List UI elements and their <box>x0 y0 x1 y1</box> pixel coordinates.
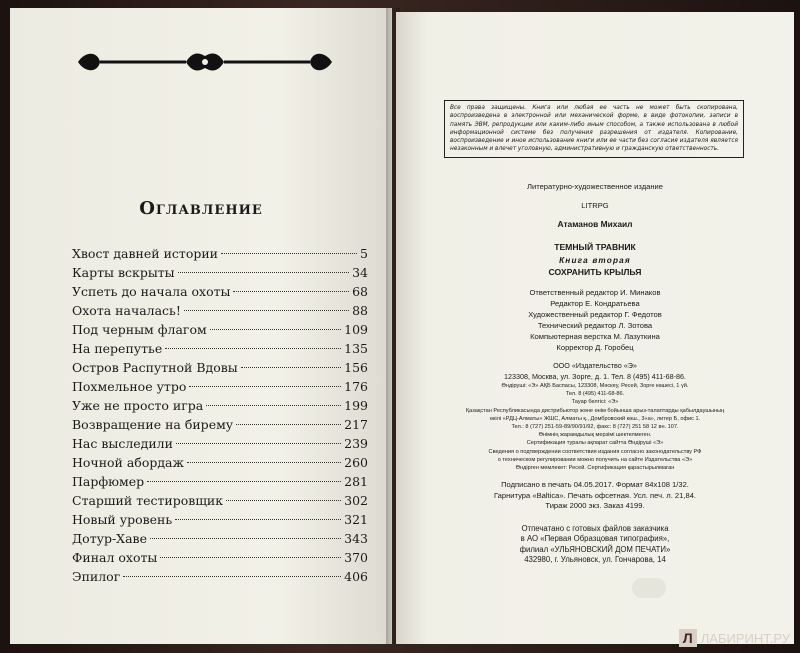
toc-entry <box>72 320 368 339</box>
toc-dot-leader <box>236 424 341 425</box>
toc-entry-page: 156 <box>344 360 368 375</box>
toc-entry-title: Похмельное утро <box>72 379 187 394</box>
toc-dot-leader <box>165 348 341 349</box>
ornament-divider <box>74 46 336 78</box>
toc-entry-title: Под черным флагом <box>72 322 207 337</box>
publisher-line: ООО «Издательство «Э» <box>553 361 637 370</box>
toc-entry-page: 260 <box>344 455 368 470</box>
toc-entry-title: На перепутье <box>72 341 163 356</box>
toc-entry <box>72 377 368 396</box>
toc-entry-page: 135 <box>344 341 368 356</box>
genre-line: Литературно-художественное издание <box>526 182 664 191</box>
author-line: Атаманов Михаил <box>557 219 633 229</box>
toc-entry <box>72 567 368 586</box>
toc-entry-title: Успеть до начала охоты <box>72 284 231 299</box>
age-rating-badge <box>632 578 666 598</box>
toc-entry-page: 109 <box>344 322 368 337</box>
toc-dot-leader <box>241 367 341 368</box>
toc-dot-leader <box>150 538 341 539</box>
print-info <box>430 480 760 512</box>
toc-entry <box>72 339 368 358</box>
print-line: Тираж 2000 экз. Заказ 4199. <box>545 501 645 511</box>
credit-line: Технический редактор Л. Зотова <box>537 321 653 330</box>
toc-entry-title: Старший тестировщик <box>72 493 224 508</box>
toc-heading: Оглавление <box>139 198 263 219</box>
toc-entry <box>72 510 368 529</box>
toc-dot-leader <box>221 253 357 254</box>
book-subtitle: СОХРАНИТЬ КРЫЛЬЯ <box>548 266 642 277</box>
toc-entry-page: 199 <box>344 398 368 413</box>
credit-line: Ответственный редактор И. Минаков <box>529 288 661 297</box>
credits <box>430 287 760 353</box>
toc-entry <box>72 301 368 320</box>
table-of-contents <box>72 244 368 586</box>
toc-entry-title: Охота началась! <box>72 303 181 318</box>
toc-entry-title: Возвращение на бирему <box>72 417 234 432</box>
press-line: 432980, г. Ульяновск, ул. Гончарова, 14 <box>524 555 666 565</box>
toc-entry-title: Парфюмер <box>72 474 145 489</box>
toc-entry <box>72 396 368 415</box>
toc-entry-title: Хвост давней истории <box>72 246 219 261</box>
toc-dot-leader <box>178 272 349 273</box>
small-line: Сведения о подтверждении соответствия издания согласно законодательству РФ <box>488 448 702 455</box>
toc-entry <box>72 453 368 472</box>
small-line: о техническом регулировании можно получить на сайте Издательства «Э» <box>497 456 693 463</box>
toc-entry-page: 217 <box>344 417 368 432</box>
small-line: Тел.: 8 (727) 251-59-89/90/91/92, факс: 8 (727) 251 58 12 вн. 107. <box>511 424 679 431</box>
small-line: өкілі «РДЦ-Алматы» ЖШС, Алматы қ., Домбровский көш., 3«а», литер Б, офис 1. <box>489 415 701 422</box>
toc-entry <box>72 263 368 282</box>
toc-entry <box>72 548 368 567</box>
toc-dot-leader <box>233 291 349 292</box>
toc-entry-page: 68 <box>352 284 368 299</box>
legal-small-print <box>430 382 760 472</box>
toc-entry <box>72 491 368 510</box>
toc-dot-leader <box>176 443 341 444</box>
toc-entry-page: 343 <box>344 531 368 546</box>
toc-entry-title: Финал охоты <box>72 550 158 565</box>
credit-line: Художественный редактор Г. Федотов <box>528 310 662 319</box>
small-line: Өнімнің жарамдылық мерзімі шектелмеген. <box>538 432 652 439</box>
series-line: LITRPG <box>581 200 609 210</box>
toc-entry-page: 239 <box>344 436 368 451</box>
credit-line: Корректор Д. Горобец <box>556 343 634 352</box>
toc-dot-leader <box>210 329 341 330</box>
toc-entry <box>72 415 368 434</box>
press-line: филиал «УЛЬЯНОВСКИЙ ДОМ ПЕЧАТИ» <box>519 544 671 554</box>
toc-entry <box>72 529 368 548</box>
printing-house <box>430 524 760 566</box>
toc-entry-title: Ночной абордаж <box>72 455 185 470</box>
toc-dot-leader <box>226 500 341 501</box>
publisher-info <box>430 361 760 382</box>
toc-entry-title: Дотур-Хаве <box>72 531 147 546</box>
toc-entry-page: 176 <box>344 379 368 394</box>
toc-entry <box>72 282 368 301</box>
press-line: Отпечатано с готовых файлов заказчика <box>521 523 669 533</box>
toc-entry-title: Новый уровень <box>72 512 173 527</box>
toc-entry-title: Уже не просто игра <box>72 398 204 413</box>
toc-entry <box>72 358 368 377</box>
press-line: в АО «Первая Образцовая типография», <box>520 534 670 544</box>
toc-entry-page: 5 <box>360 246 368 261</box>
book-number: Книга вторая <box>559 256 631 265</box>
toc-entry <box>72 434 368 453</box>
rights-notice: Все права защищены. Книга или любая ее часть не может быть скопирована, воспроизведена в электронной или механической форме, в виде фотокопии, записи в память ЭВМ, репродукции или каким-либо иным способом, а также использована в любой информационной системе без получения разрешения от издателя. Копирование, воспроизведение и иное использование книги или ее части без согласия издателя является незаконным и влечет уголовную, административную и гражданскую ответственность. <box>444 100 744 158</box>
right-page <box>396 12 794 644</box>
small-line: Тауар белгісі: «Э» <box>571 399 619 406</box>
print-line: Подписано в печать 04.05.2017. Формат 84x108 1/32. <box>501 480 689 490</box>
toc-entry-page: 370 <box>344 550 368 565</box>
print-line: Гарнитура «Baltica». Печать офсетная. Усл. печ. л. 21,84. <box>493 490 697 500</box>
watermark-text: ЛАБИРИНТ.РУ <box>700 630 790 646</box>
watermark-logo-icon: Л <box>679 629 697 647</box>
small-line: Өндірген мемлекет: Ресей. Сертификация қарастырылмаған <box>515 465 675 472</box>
toc-entry <box>72 472 368 491</box>
toc-dot-leader <box>175 519 341 520</box>
toc-entry-page: 34 <box>352 265 368 280</box>
toc-entry-page: 406 <box>344 569 368 584</box>
publisher-line: 123308, Москва, ул. Зорге, д. 1. Тел. 8 (495) 411-68-86. <box>503 371 687 381</box>
toc-entry-page: 281 <box>344 474 368 489</box>
small-line: Сертификация туралы ақпарат сайтта Өндіруші «Э» <box>526 440 664 447</box>
toc-entry-page: 302 <box>344 493 368 508</box>
toc-entry-title: Остров Распутной Вдовы <box>72 360 238 375</box>
toc-dot-leader <box>160 557 341 558</box>
toc-entry-title: Эпилог <box>72 569 121 584</box>
watermark <box>679 629 790 647</box>
toc-entry-page: 321 <box>344 512 368 527</box>
toc-dot-leader <box>206 405 341 406</box>
toc-dot-leader <box>187 462 341 463</box>
small-line: Өндіруші: «Э» АҚБ Баспасы, 123308, Мәскеу, Ресей, Зорге көшесі, 1 үй. <box>501 383 689 389</box>
toc-entry-title: Нас выследили <box>72 436 173 451</box>
book-title: ТЕМНЫЙ ТРАВНИК <box>554 241 636 252</box>
toc-entry <box>72 244 368 263</box>
small-line: Қазақстан Республикасында дистрибьютор және өнім бойынша арыз-талаптарды қабылдаушының <box>465 407 725 414</box>
left-page <box>10 8 392 644</box>
toc-dot-leader <box>184 310 349 311</box>
small-line: Тел. 8 (495) 411-68-86. <box>565 391 625 398</box>
credit-line: Компьютерная верстка М. Лазуткина <box>530 332 660 341</box>
toc-dot-leader <box>123 576 341 577</box>
credit-line: Редактор Е. Кондратьева <box>550 299 640 308</box>
toc-entry-page: 88 <box>352 303 368 318</box>
toc-dot-leader <box>189 386 341 387</box>
imprint-block <box>430 182 760 566</box>
toc-entry-title: Карты вскрыты <box>72 265 175 280</box>
toc-dot-leader <box>147 481 341 482</box>
